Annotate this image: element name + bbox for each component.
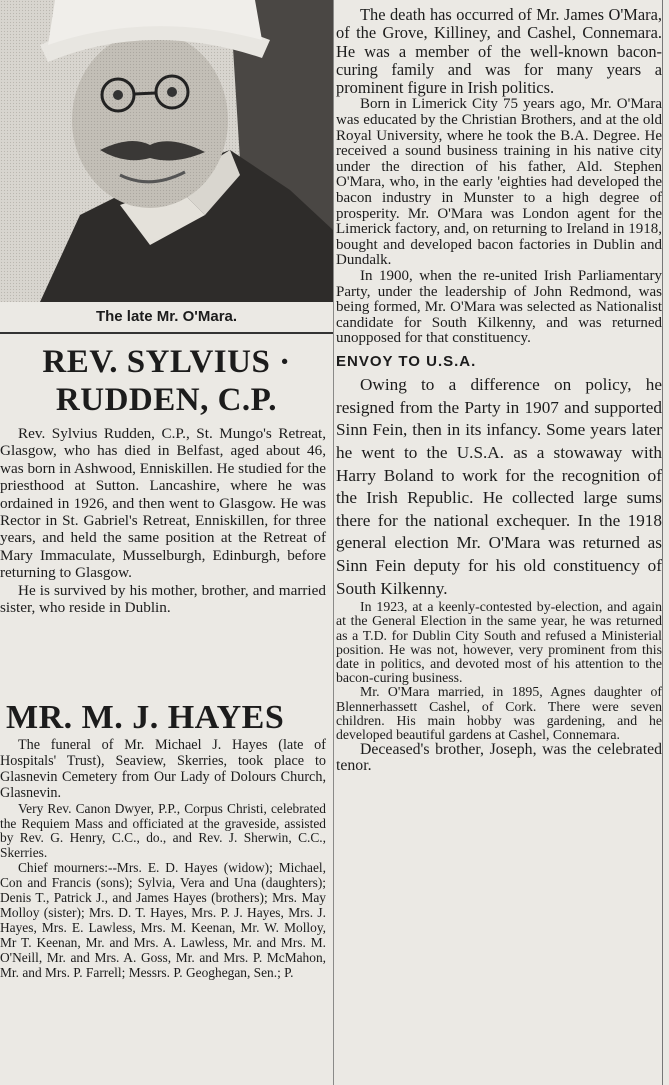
omara-paragraph: The death has occurred of Mr. James O'Mara, of the Grove, Killiney, and Cashel, Connemara. He was a member of the well-known bacon-curing family and was for many years a prominent figure in Irish politics. <box>336 5 662 98</box>
omara-paragraph: In 1900, when the re-united Irish Parliamentary Party, under the leadership of John Redmond, was being formed, Mr. O'Mara was selected as Nationalist candidate for South Kilkenny, and was returned unopposed for that constituency. <box>336 268 662 347</box>
omara-paragraph: Deceased's brother, Joseph, was the celebrated tenor. <box>336 741 662 775</box>
hayes-paragraph: Very Rev. Canon Dwyer, P.P., Corpus Christi, celebrated the Requiem Mass and officiated at the graveside, assisted by Rev. G. Henry, C.C., do., and Rev. J. Sherwin, C.C., Skerries. <box>0 800 326 861</box>
photo-caption: The late Mr. O'Mara. <box>0 302 333 334</box>
omara-article-body <box>336 6 662 774</box>
hayes-headline: MR. M. J. HAYES <box>6 699 285 736</box>
rudden-paragraph: He is survived by his mother, brother, and married sister, who reside in Dublin. <box>0 581 326 617</box>
hayes-article-body <box>0 738 326 981</box>
omara-paragraph: Born in Limerick City 75 years ago, Mr. O'Mara was educated by the Christian Brothers, and at the old Royal University, where he took the B.A. Degree. He received a sound business training in his native city under the direction of his father, Ald. Stephen O'Mara, who, in the early 'eighties had developed the bacon industry in Munster to a high degree of prosperity. Mr. O'Mara was London agent for the Limerick factory, and, on returning to Ireland in 1918, bought and developed bacon factories in Dublin and Dundalk. <box>336 96 662 269</box>
portrait-photo <box>0 0 333 302</box>
column-rule <box>333 0 334 1085</box>
rudden-headline-line2: RUDDEN, C.P. <box>55 382 278 418</box>
rudden-paragraph: Rev. Sylvius Rudden, C.P., St. Mungo's Retreat, Glasgow, who has died in Belfast, aged about 46, was born in Ashwood, Enniskillen. He studied for the priesthood at Sutton. Lancashire, where he was ordained in 1926, and then went to Glasgow. He was Rector in St. Gabriel's Retreat, Enniskillen, for three years, and held the same position at the Retreat of Mary Immaculate, Musselburgh, Edinburgh, before returning to Glasgow. <box>0 425 326 582</box>
omara-paragraph: Mr. O'Mara married, in 1895, Agnes daughter of Blennerhassett Cashel, of Cork. There were seven children. His main hobby was gardening, and he developed beautiful gardens at Cashel, Connemara. <box>336 684 662 743</box>
adjacent-column-edge <box>662 0 669 1085</box>
omara-paragraph: Owing to a difference on policy, he resigned from the Party in 1907 and supported Sinn Fein, then in its infancy. Some years later he went to the U.S.A. as a stowaway with Harry Boland to work for the recognition of the Irish Republic. He collected large sums there for the national exchequer. In the 1918 general election Mr. O'Mara was returned as Sinn Fein deputy for his old constituency of South Kilkenny. <box>336 375 662 598</box>
left-column <box>0 0 333 1085</box>
rudden-headline-line1: REV. SYLVIUS · <box>42 344 291 380</box>
hayes-paragraph: Chief mourners:--Mrs. E. D. Hayes (widow); Michael, Con and Francis (sons); Sylvia, Vera and Una (daughters); Denis T., Patrick J., and James Hayes (brothers); Mrs. May Molloy (sister); Mrs. D. T. Hayes, Mrs. P. J. Hayes, Mrs. J. Hayes, Mrs. E. Lawless, Mrs. M. Keenan, Mr. W. Molloy, Mr T. Keenan, Mr. and Mrs. A. Lawless, Mr. and Mrs. M. O'Neill, Mr. and Mrs. A. Goss, Mr. and Mrs. P. McMahon, Mr. and Mrs. P. Farrell; Messrs. P. Geoghegan, Sen.; P. <box>0 860 326 980</box>
right-column <box>336 0 666 1085</box>
hayes-paragraph: The funeral of Mr. Michael J. Hayes (late of Hospitals' Trust), Seaview, Skerries, took place to Glasnevin Cemetery from Our Lady of Dolours Church, Glasnevin. <box>0 737 326 801</box>
portrait-image <box>0 0 333 302</box>
rudden-article-body <box>0 425 326 616</box>
omara-subheading: ENVOY TO U.S.A. <box>336 352 477 370</box>
omara-paragraph: In 1923, at a keenly-contested by-election, and again at the General Election in the same year, he was returned as a T.D. for Dublin City South and refused a Ministerial position. He was not, however, very prominent from this date in politics, and devoted most of his attention to the bacon-curing business. <box>336 599 662 686</box>
